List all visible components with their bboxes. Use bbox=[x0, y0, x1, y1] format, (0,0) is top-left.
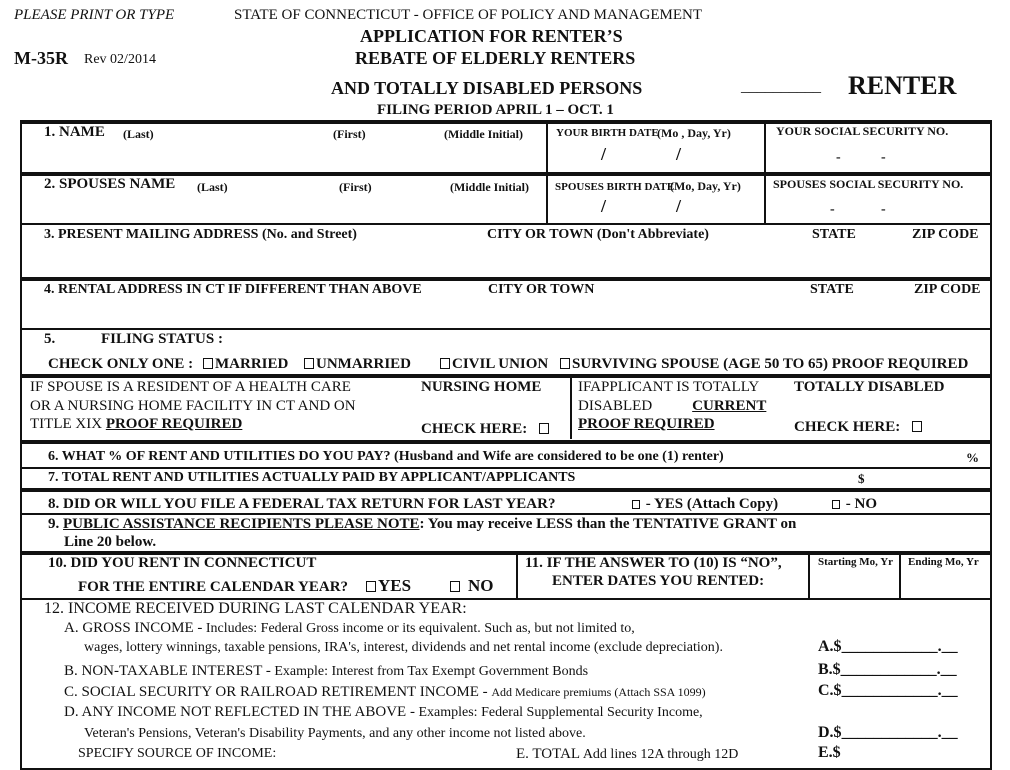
total-income-field[interactable]: E.$ bbox=[818, 744, 841, 761]
rent-percent-sign: % bbox=[966, 450, 979, 465]
dates-rented-question-line1: 11. IF THE ANSWER TO (10) IS “NO”, bbox=[525, 555, 782, 571]
rental-city-label: CITY OR TOWN bbox=[488, 282, 595, 297]
disabled-current: CURRENT bbox=[692, 398, 767, 414]
surviving-spouse-option[interactable]: SURVIVING SPOUSE (AGE 50 TO 65) PROOF REQUIRED bbox=[560, 356, 968, 373]
agency-name: STATE OF CONNECTICUT - OFFICE OF POLICY AND MANAGEMENT bbox=[234, 7, 702, 23]
spouse-ssn-input[interactable] bbox=[768, 195, 988, 220]
name-label: 1. NAME bbox=[44, 124, 105, 140]
form-title-line1: APPLICATION FOR RENTER’S bbox=[360, 26, 623, 46]
social-security-field[interactable]: C.$____________.__ bbox=[818, 682, 958, 699]
federal-tax-yes-option[interactable]: - YES (Attach Copy) bbox=[632, 496, 778, 513]
unmarried-option[interactable]: UNMARRIED bbox=[304, 356, 411, 373]
federal-tax-no-option[interactable]: - NO bbox=[832, 496, 877, 513]
birth-date-format: (Mo , Day, Yr) bbox=[657, 126, 731, 140]
other-income-field[interactable]: D.$____________.__ bbox=[818, 724, 958, 741]
unmarried-checkbox[interactable] bbox=[304, 358, 314, 369]
gross-income-field[interactable]: A.$____________.__ bbox=[818, 638, 958, 655]
non-taxable-interest-line: B. NON-TAXABLE INTEREST - Example: Interest from Tax Exempt Government Bonds bbox=[64, 663, 589, 679]
birth-slash: / bbox=[676, 196, 682, 216]
disabled-text-line1: IFAPPLICANT IS TOTALLY bbox=[578, 379, 760, 395]
nursing-check-here[interactable]: CHECK HERE: bbox=[421, 421, 551, 438]
filing-status-label: FILING STATUS : bbox=[101, 331, 223, 347]
ssn-dash: - bbox=[836, 150, 841, 165]
social-security-line: C. SOCIAL SECURITY OR RAILROAD RETIREMENT INCOME - Add Medicare premiums (Attach SSA 1099) bbox=[64, 684, 706, 700]
filing-status-number: 5. bbox=[44, 331, 56, 347]
married-checkbox[interactable] bbox=[203, 358, 213, 369]
public-assistance-note-line2: Line 20 below. bbox=[64, 534, 157, 550]
spouse-last-hint: (Last) bbox=[197, 180, 228, 194]
name-input[interactable] bbox=[24, 142, 542, 168]
rental-zip-label: ZIP CODE bbox=[914, 282, 981, 297]
name-middle-hint: (Middle Initial) bbox=[444, 127, 524, 141]
spouse-middle-hint: (Middle Initial) bbox=[450, 180, 530, 194]
print-instruction: PLEASE PRINT OR TYPE bbox=[14, 7, 175, 23]
form-title-line2: REBATE OF ELDERLY RENTERS bbox=[355, 48, 636, 68]
nursing-home-heading: NURSING HOME bbox=[421, 379, 542, 395]
rent-ct-yes-checkbox[interactable] bbox=[366, 581, 376, 592]
spouse-birth-format: (Mo, Day, Yr) bbox=[670, 179, 741, 193]
income-heading: 12. INCOME RECEIVED DURING LAST CALENDAR YEAR: bbox=[44, 600, 467, 617]
ending-date-input[interactable] bbox=[903, 570, 988, 596]
ssn-label: YOUR SOCIAL SECURITY NO. bbox=[776, 124, 949, 138]
name-last-hint: (Last) bbox=[123, 127, 154, 141]
rental-address-input[interactable] bbox=[24, 300, 988, 326]
total-rent-label: 7. TOTAL RENT AND UTILITIES ACTUALLY PAID BY APPLICANT/APPLICANTS bbox=[48, 470, 576, 485]
disabled-text-line2: DISABLED CURRENT bbox=[578, 398, 767, 414]
total-income-line: E. TOTAL Add lines 12A through 12D bbox=[516, 746, 739, 762]
rent-ct-question-line2: FOR THE ENTIRE CALENDAR YEAR? bbox=[78, 579, 349, 595]
nursing-text-line3: TITLE XIX PROOF REQUIRED bbox=[30, 416, 243, 432]
total-rent-input[interactable] bbox=[870, 469, 988, 487]
ssn-dash: - bbox=[881, 202, 886, 217]
birth-slash: / bbox=[601, 196, 607, 216]
form-id: M-35R bbox=[14, 48, 68, 68]
ssn-dash: - bbox=[830, 202, 835, 217]
rent-percent-label: 6. WHAT % OF RENT AND UTILITIES DO YOU PAY? (Husband and Wife are considered to be one (1) renter) bbox=[48, 449, 724, 464]
rent-ct-question-line1: 10. DID YOU RENT IN CONNECTICUT bbox=[48, 555, 317, 571]
ending-date-label: Ending Mo, Yr bbox=[908, 556, 979, 568]
spouse-birth-label: SPOUSES BIRTH DATE bbox=[555, 181, 675, 193]
rental-address-label: 4. RENTAL ADDRESS IN CT IF DIFFERENT THAN ABOVE bbox=[44, 282, 422, 297]
mailing-state-label: STATE bbox=[812, 227, 856, 242]
renter-heading: RENTER bbox=[848, 71, 957, 100]
renter-blank: __________ bbox=[741, 78, 821, 95]
public-assistance-note: 9. PUBLIC ASSISTANCE RECIPIENTS PLEASE NOTE: You may receive LESS than the TENTATIVE GRANT on bbox=[48, 516, 797, 532]
nursing-home-checkbox[interactable] bbox=[539, 423, 549, 434]
form-title-line3: AND TOTALLY DISABLED PERSONS bbox=[331, 78, 643, 98]
disabled-checkbox[interactable] bbox=[912, 421, 922, 432]
name-first-hint: (First) bbox=[333, 127, 366, 141]
birth-slash: / bbox=[601, 144, 607, 164]
starting-date-input[interactable] bbox=[812, 570, 897, 596]
federal-tax-no-checkbox[interactable] bbox=[832, 500, 840, 509]
nursing-text-line2: OR A NURSING HOME FACILITY IN CT AND ON bbox=[30, 398, 356, 414]
total-rent-dollar: $ bbox=[858, 471, 865, 486]
mailing-address-label: 3. PRESENT MAILING ADDRESS (No. and Street) bbox=[44, 227, 357, 242]
gross-income-line2: wages, lottery winnings, taxable pensions, IRA's, interest, dividends and net rental income (exclude depreciation). bbox=[84, 640, 723, 655]
ssn-dash: - bbox=[881, 150, 886, 165]
birth-slash: / bbox=[676, 144, 682, 164]
non-taxable-interest-field[interactable]: B.$____________.__ bbox=[818, 661, 957, 678]
dates-rented-question-line2: ENTER DATES YOU RENTED: bbox=[552, 573, 765, 589]
rental-state-label: STATE bbox=[810, 282, 854, 297]
mailing-zip-label: ZIP CODE bbox=[912, 227, 979, 242]
spouse-first-hint: (First) bbox=[339, 180, 372, 194]
other-income-line1: D. ANY INCOME NOT REFLECTED IN THE ABOVE - Examples: Federal Supplemental Security Income, bbox=[64, 704, 703, 720]
ssn-input[interactable] bbox=[768, 142, 988, 168]
civil-union-checkbox[interactable] bbox=[440, 358, 450, 369]
disabled-check-here[interactable]: CHECK HERE: bbox=[794, 419, 924, 436]
rent-ct-yes-option[interactable]: YES bbox=[366, 576, 411, 596]
married-option[interactable]: MARRIED bbox=[203, 356, 288, 373]
rent-ct-no-option[interactable]: NO bbox=[450, 576, 494, 596]
surviving-spouse-checkbox[interactable] bbox=[560, 358, 570, 369]
totally-disabled-heading: TOTALLY DISABLED bbox=[794, 379, 945, 395]
nursing-proof-required: PROOF REQUIRED bbox=[105, 416, 243, 432]
spouse-birth-input[interactable] bbox=[550, 195, 760, 220]
rent-ct-no-checkbox[interactable] bbox=[450, 581, 460, 592]
filing-period: FILING PERIOD APRIL 1 – OCT. 1 bbox=[377, 102, 614, 118]
spouse-ssn-label: SPOUSES SOCIAL SECURITY NO. bbox=[773, 177, 964, 191]
birth-date-input[interactable] bbox=[550, 142, 760, 168]
civil-union-option[interactable]: CIVIL UNION bbox=[440, 356, 548, 373]
form-revision: Rev 02/2014 bbox=[84, 52, 156, 67]
nursing-text-line1: IF SPOUSE IS A RESIDENT OF A HEALTH CARE bbox=[30, 379, 351, 395]
spouse-name-input[interactable] bbox=[24, 195, 542, 220]
gross-income-line1: A. GROSS INCOME - Includes: Federal Gross income or its equivalent. Such as, but not limited to, bbox=[64, 620, 635, 636]
other-income-line2: Veteran's Pensions, Veteran's Disability Payments, and any other income not listed above. bbox=[84, 726, 586, 741]
spouse-name-label: 2. SPOUSES NAME bbox=[44, 176, 176, 192]
federal-tax-label: 8. DID OR WILL YOU FILE A FEDERAL TAX RETURN FOR LAST YEAR? bbox=[48, 496, 556, 512]
mailing-address-input[interactable] bbox=[24, 246, 988, 276]
income-source-label: SPECIFY SOURCE OF INCOME: bbox=[78, 746, 277, 761]
disabled-proof-required: PROOF REQUIRED bbox=[578, 416, 715, 432]
federal-tax-yes-checkbox[interactable] bbox=[632, 500, 640, 509]
mailing-city-label: CITY OR TOWN (Don't Abbreviate) bbox=[487, 227, 709, 242]
birth-date-label: YOUR BIRTH DATE bbox=[556, 127, 659, 139]
starting-date-label: Starting Mo, Yr bbox=[818, 556, 894, 568]
check-only-one: CHECK ONLY ONE : bbox=[48, 356, 194, 372]
